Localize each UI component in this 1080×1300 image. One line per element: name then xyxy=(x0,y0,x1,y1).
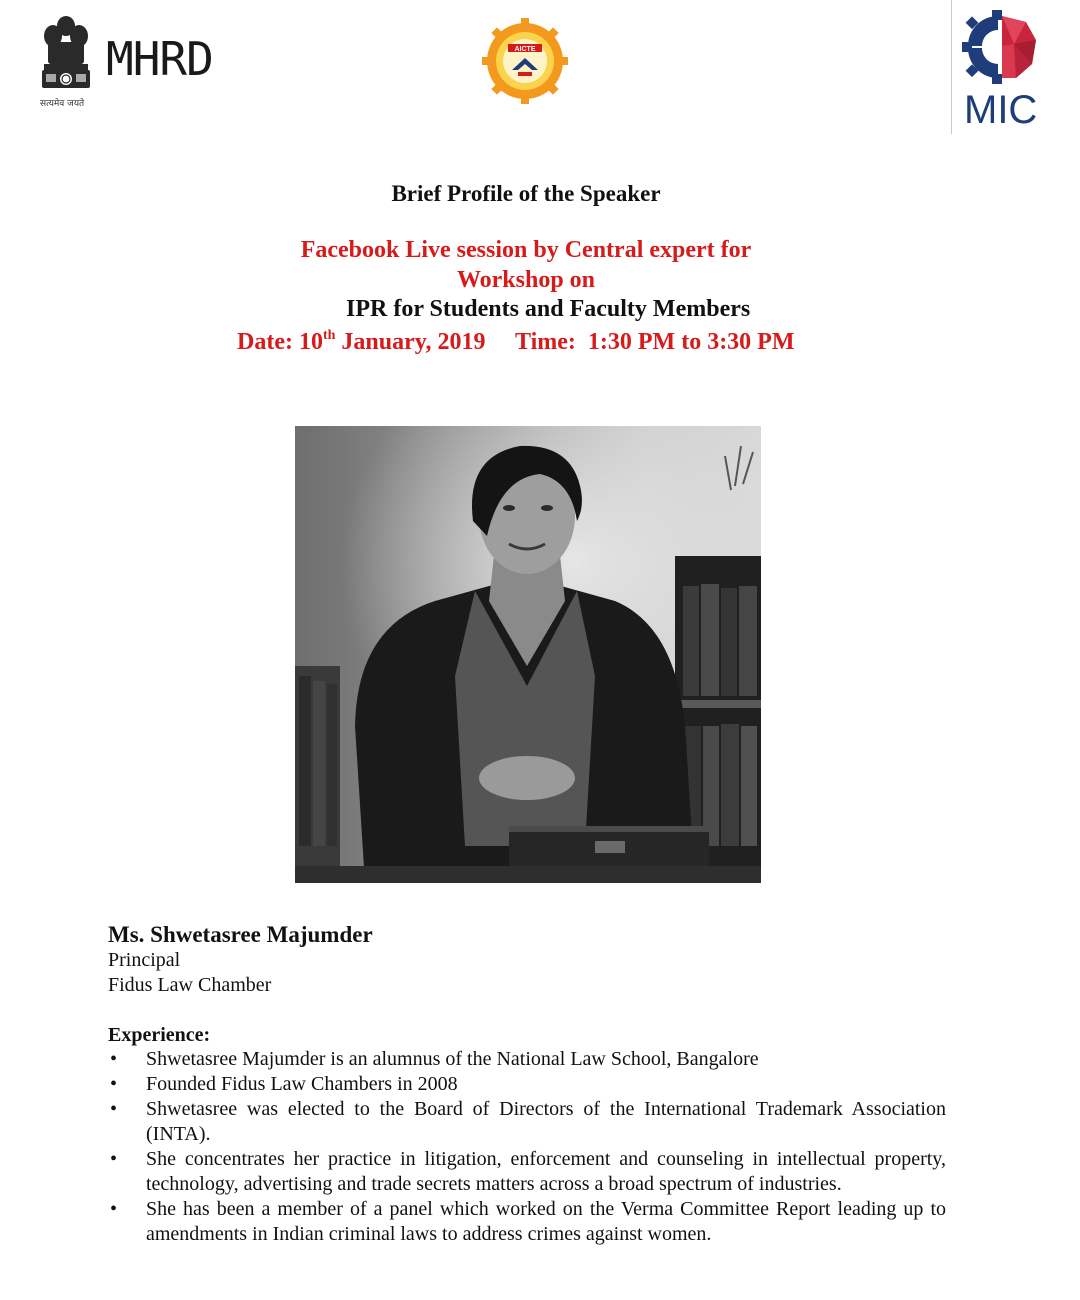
page-title: Brief Profile of the Speaker xyxy=(391,181,661,206)
date-prefix: Date: 10 xyxy=(237,329,323,355)
session-topic: IPR for Students and Faculty Members xyxy=(346,296,751,322)
aicte-text: AICTE xyxy=(514,46,536,53)
session-date-time xyxy=(237,330,795,354)
emblem-motto: सत्यमेव जयते xyxy=(40,99,85,109)
list-item: • Shwetasree Majumder is an alumnus of the National Law School, Bangalore xyxy=(108,1047,946,1072)
session-line-1: Facebook Live session by Central expert for xyxy=(300,237,752,263)
speaker-role: Principal xyxy=(108,949,181,971)
date-ordinal: th xyxy=(322,328,336,343)
experience-heading: Experience: xyxy=(108,1024,211,1046)
list-item: • Shwetasree was elected to the Board of Directors of the International Trademark Association (INTA). xyxy=(108,1097,946,1147)
mic-label: MIC xyxy=(964,88,1038,132)
speaker-name: Ms. Shwetasree Majumder xyxy=(108,922,373,947)
list-item: • Founded Fidus Law Chambers in 2008 xyxy=(108,1072,946,1097)
date-time-rest: January, 2019 Time: 1:30 PM to 3:30 PM xyxy=(335,329,795,355)
experience-list xyxy=(108,1047,946,1247)
session-line-2: Workshop on xyxy=(456,267,596,293)
list-item: • She concentrates her practice in litigation, enforcement and counseling in intellectual property, technology, advertising and trade secrets matters across a broad spectrum of industries. xyxy=(108,1147,946,1197)
speaker-organization: Fidus Law Chamber xyxy=(108,974,272,996)
speaker-photo xyxy=(295,426,761,883)
mhrd-label: MHRD xyxy=(106,32,213,86)
aicte-logo xyxy=(482,18,568,104)
list-item: • She has been a member of a panel which worked on the Verma Committee Report leading up to amendments in Indian criminal laws to address crimes against women. xyxy=(108,1197,946,1247)
mic-gear-logo xyxy=(956,6,1046,88)
